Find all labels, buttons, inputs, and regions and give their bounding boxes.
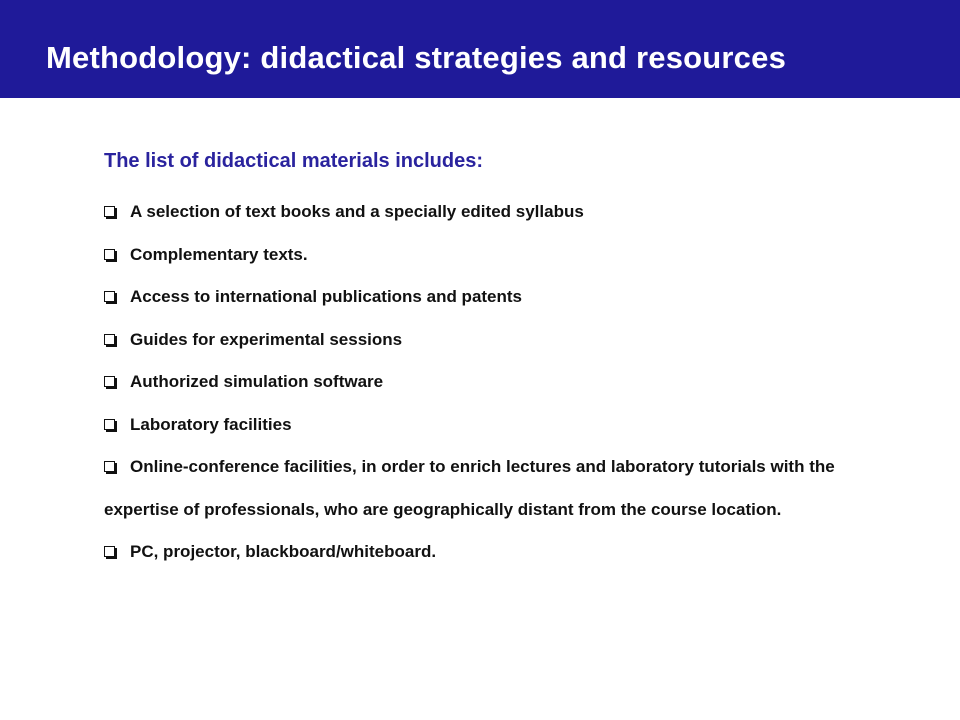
checkbox-square-icon bbox=[104, 249, 115, 260]
list-item bbox=[104, 404, 864, 447]
list-item bbox=[104, 276, 864, 319]
checkbox-square-icon bbox=[104, 546, 115, 557]
list-item-text: Online-conference facilities, in order to enrich lectures and laboratory tutorials with the expertise of professionals, who are geographically distant from the course location. bbox=[104, 457, 835, 519]
list-item bbox=[104, 361, 864, 404]
list-item bbox=[104, 446, 864, 531]
checkbox-square-icon bbox=[104, 376, 115, 387]
list-item-text: A selection of text books and a specially edited syllabus bbox=[130, 202, 584, 221]
checkbox-square-icon bbox=[104, 291, 115, 302]
list-item bbox=[104, 191, 864, 234]
list-item bbox=[104, 531, 864, 574]
list-item-text: Laboratory facilities bbox=[130, 414, 292, 434]
list-item bbox=[104, 319, 864, 362]
checkbox-square-icon bbox=[104, 419, 115, 430]
list-item-text: PC, projector, blackboard/whiteboard. bbox=[130, 542, 437, 561]
list-item-text: Complementary texts. bbox=[130, 244, 308, 264]
list-item-text: Access to international publications and patents bbox=[130, 287, 523, 306]
checkbox-square-icon bbox=[104, 461, 115, 472]
slide-title: Methodology: didactical strategies and resources bbox=[46, 40, 787, 75]
title-bar bbox=[0, 0, 960, 98]
list-item bbox=[104, 234, 864, 277]
checkbox-square-icon bbox=[104, 334, 115, 345]
list-intro: The list of didactical materials includes: bbox=[104, 150, 483, 172]
checkbox-square-icon bbox=[104, 206, 115, 217]
slide-content bbox=[104, 145, 864, 574]
list-item-text: Guides for experimental sessions bbox=[130, 329, 403, 349]
list-item-text: Authorized simulation software bbox=[130, 372, 384, 391]
materials-list bbox=[104, 191, 864, 574]
